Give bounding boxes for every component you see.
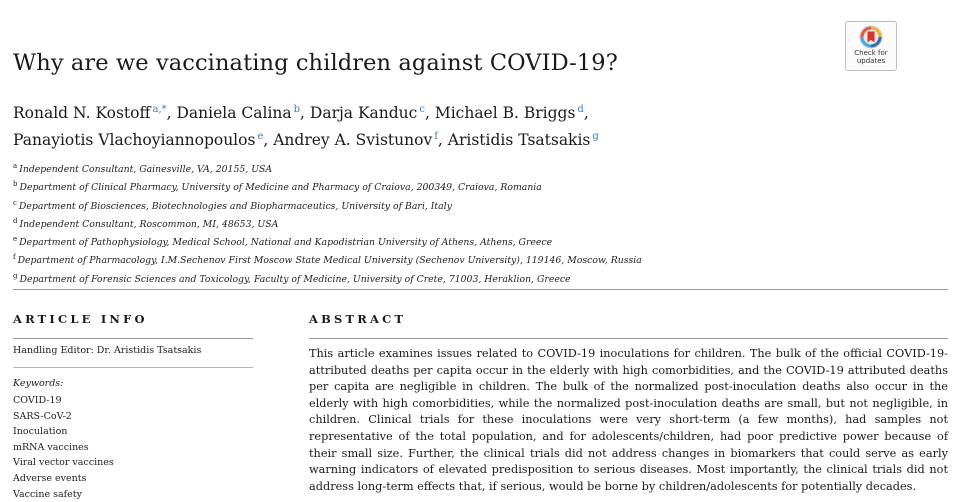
- check-for-updates-badge[interactable]: [845, 21, 897, 71]
- abstract-divider: [309, 338, 948, 339]
- author-affil-ref[interactable]: a,*: [152, 104, 167, 115]
- author-list: [13, 98, 913, 152]
- author-line-2: Panayiotis Vlachoyiannopoulos $^e$, Andrey A. Svistunov $^f$, Aristidis Tsatsakis $^g$: [13, 131, 599, 149]
- keyword-item: SARS-CoV-2: [13, 410, 72, 422]
- affiliation-item: $^c$ Department of Biosciences, Biotechnologies and Biopharmaceutics, University of Bari, Italy: [13, 198, 452, 212]
- author-affil-ref[interactable]: g: [592, 131, 599, 142]
- author-name[interactable]: Ronald N. Kostoff: [13, 104, 151, 122]
- keyword-item: COVID-19: [13, 395, 62, 406]
- abstract-heading: ABSTRACT: [309, 312, 407, 326]
- author-affil-ref[interactable]: d: [577, 104, 584, 115]
- affiliation-item: $^g$ Department of Forensic Sciences and Toxicology, Faculty of Medicine, University of Crete, 71003, Heraklion, Greece: [13, 271, 571, 285]
- affiliation-item: $^a$ Independent Consultant, Gainesville, VA, 20155, USA: [13, 162, 273, 175]
- affiliation-item: $^f$ Department of Pharmacology, I.M.Sechenov First Moscow State Medical University (Sechenov University), 119146, Moscow, Russia: [13, 253, 642, 267]
- keywords-divider: [13, 367, 253, 368]
- author-name[interactable]: Panayiotis Vlachoyiannopoulos: [13, 131, 256, 149]
- keyword-item: mRNA vaccines: [13, 441, 89, 453]
- keywords-list: [13, 393, 114, 502]
- handling-editor: Handling Editor: Dr. Aristidis Tsatsakis: [13, 345, 202, 356]
- author-affil-ref[interactable]: e: [257, 131, 264, 142]
- keyword-item: Adverse events: [13, 472, 87, 484]
- article-info-heading: ARTICLE INFO: [13, 312, 148, 326]
- keywords-label: Keywords:: [13, 378, 64, 389]
- author-name[interactable]: Aristidis Tsatsakis: [447, 131, 591, 149]
- article-info-divider: [13, 338, 253, 339]
- author-name[interactable]: Daniela Calina: [176, 104, 292, 122]
- keyword-item: Viral vector vaccines: [13, 457, 114, 469]
- affiliation-item: $^b$ Department of Clinical Pharmacy, University of Medicine and Pharmacy of Craiova, 200349, Craiova, Romania: [13, 180, 542, 194]
- author-name[interactable]: Darja Kanduc: [309, 104, 418, 122]
- author-affil-ref[interactable]: b: [293, 104, 301, 115]
- badge-label: Check for updates: [854, 49, 888, 65]
- author-affil-ref[interactable]: f: [434, 131, 438, 142]
- check-for-updates-icon: [859, 25, 883, 49]
- keyword-item: Inoculation: [13, 426, 68, 438]
- affiliation-item: $^d$ Independent Consultant, Roscommon, MI, 48653, USA: [13, 216, 279, 230]
- article-title: Why are we vaccinating children against COVID-19?: [13, 50, 618, 76]
- affiliation-item: $^e$ Department of Pathophysiology, Medical School, National and Kapodistrian University of Athens, Athens, Greece: [13, 235, 553, 249]
- author-name[interactable]: Michael B. Briggs: [434, 104, 576, 122]
- abstract-text: This article examines issues related to COVID-19 inoculations for children. The bulk of the official COVID-19-attributed deaths per capita occur in the elderly with high comorbidities, and the COVID-19 attributed deaths per capita are negligible in children. The bulk of the normalized post-inoculation deaths also occur in the elderly with high comorbidities, while the normalized post-inoculation deaths are small, but not negligible, in children. Clinical trials for these inoculations were very short-term (a few months), had samples not representative of the total population, and for adolescents/children, had poor predictive power because of their small size. Further, the clinical trials did not address changes in biomarkers that could serve as early warning indicators of elevated predisposition to serious diseases. Most importantly, the clinical trials did not address long-term effects that, if serious, would be borne by children/adolescents for potentially decades.: [309, 347, 948, 493]
- affiliations: [13, 159, 913, 287]
- keyword-item: Vaccine safety: [13, 488, 82, 500]
- author-line-1: Ronald N. Kostoff $^{a,*}$, Daniela Calina $^b$, Darja Kanduc $^c$, Michael B. Briggs $^d$,: [13, 104, 589, 122]
- section-divider: [13, 289, 948, 290]
- author-name[interactable]: Andrey A. Svistunov: [273, 131, 433, 149]
- author-affil-ref[interactable]: c: [419, 104, 425, 115]
